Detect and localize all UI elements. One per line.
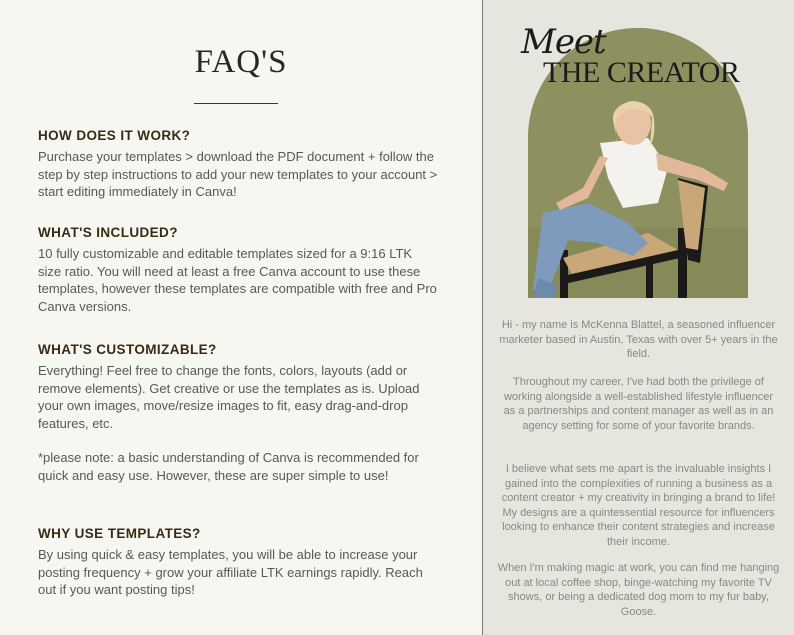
bio-paragraph: Hi - my name is McKenna Blattel, a seasoned influencer marketer based in Austin, Texas with over 5+ years in the field. [499,319,778,360]
faq-answer: 10 fully customizable and editable templates sized for a 9:16 LTK size ratio. You will need at least a free Canva account to use these templates, however these templates are compatible with free and Pro Canva versions. [38,246,437,314]
faq-question: WHY USE TEMPLATES? [38,526,201,541]
faq-answer: By using quick & easy templates, you will be able to increase your posting frequency + grow your affiliate LTK earnings rapidly. Reach out if you want posting tips! [38,547,423,597]
faq-note: *please note: a basic understanding of Canva is recommended for quick and easy use. However, these are super simple to use! [38,450,419,483]
faq-question: WHAT'S CUSTOMIZABLE? [38,342,217,357]
faq-question: WHAT'S INCLUDED? [38,225,178,240]
bio-paragraph: I believe what sets me apart is the invaluable insights I gained into the complexities of running a business as a content creator + my creativity in bringing a brand to life! My designs are a quintessential resource for influencers looking to enhance their content strategies and increase their income. [501,463,776,548]
faq-item-how-it-works [38,128,438,201]
meet-script-heading: Meet [521,22,606,62]
faq-item-whats-included [38,225,438,315]
faq-title: FAQ'S [194,44,288,80]
title-underline [194,103,278,104]
faq-item-whats-customizable [38,342,438,484]
bio-paragraph: When I'm making magic at work, you can find me hanging out at local coffee shop, binge-watching my favorite TV shows, or being a dedicated dog mom to my fur baby, Goose. [497,562,780,618]
faq-answer: Purchase your templates > download the PDF document + follow the step by step instructions to add your new templates to your account > start editing immediately in Canva! [38,149,438,199]
faq-question: HOW DOES IT WORK? [38,128,191,143]
creator-heading: THE CREATOR [543,56,740,89]
bio-paragraph: Throughout my career, I've had both the privilege of working alongside a well-established lifestyle influencer as a partnerships and content manager as well as in an agency setting for some of your favorite brands. [503,376,774,432]
faq-answer: Everything! Feel free to change the fonts, colors, layouts (add or remove elements). Get creative or use the templates as is. Upload your own images, move/resize images to fit, easy drag-and-drop features, etc. [38,363,420,431]
faq-item-why-templates [38,526,438,599]
